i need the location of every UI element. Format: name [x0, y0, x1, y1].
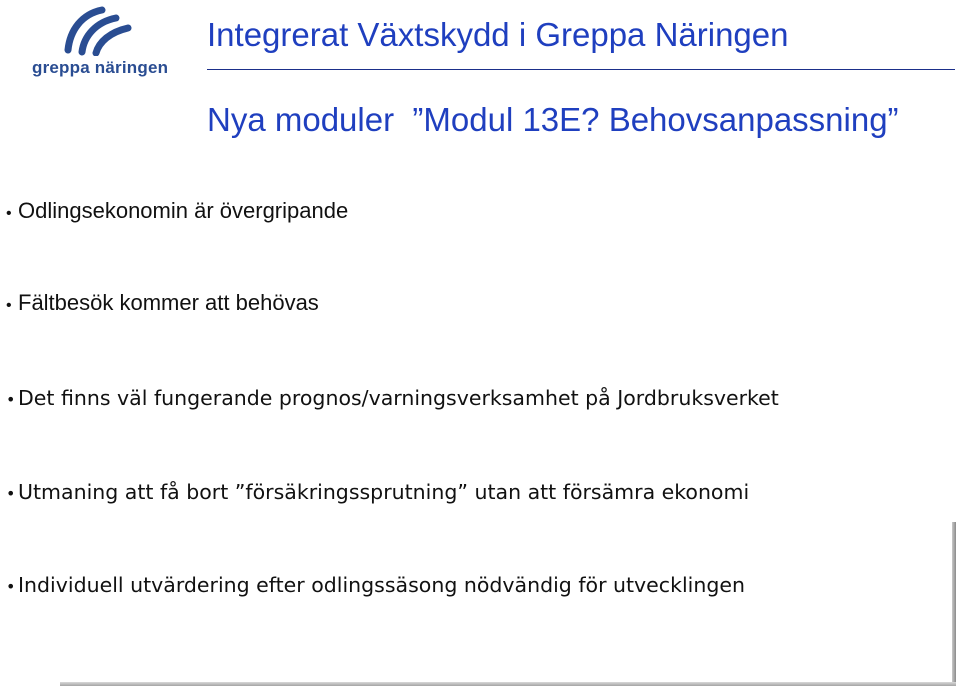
logo-swoosh-icon — [58, 6, 138, 56]
bullet-text: Utmaning att få bort ”försäkringssprutning” utan att försämra ekonomi — [18, 480, 750, 504]
bullet-text: Fältbesök kommer att behövas — [18, 290, 319, 315]
bullet-text: Det finns väl fungerande prognos/varningsverksamhet på Jordbruksverket — [18, 386, 779, 410]
frame-shadow-right — [952, 522, 956, 684]
bullet-dot-icon: • — [6, 297, 12, 314]
bullet-dot-icon: • — [6, 484, 16, 503]
bullet-text: Odlingsekonomin är övergripande — [18, 198, 349, 223]
bullet-item — [6, 386, 779, 410]
bullet-item — [6, 198, 348, 224]
greppa-naringen-logo — [28, 6, 178, 78]
bullet-item — [6, 480, 749, 504]
bullet-dot-icon: • — [6, 577, 16, 596]
logo-wordmark: greppa näringen — [32, 58, 169, 77]
bullet-text: Individuell utvärdering efter odlingssäsong nödvändig för utvecklingen — [18, 573, 745, 597]
bullet-item — [6, 290, 319, 316]
bullet-item — [6, 573, 745, 597]
bullet-dot-icon: • — [6, 390, 16, 409]
title-divider — [207, 69, 955, 70]
bullet-dot-icon: • — [6, 205, 12, 222]
slide-title: Integrerat Växtskydd i Greppa Näringen — [207, 16, 789, 53]
frame-shadow-bottom — [60, 682, 956, 686]
slide-subtitle: Nya moduler ”Modul 13E? Behovsanpassning” — [207, 101, 899, 138]
